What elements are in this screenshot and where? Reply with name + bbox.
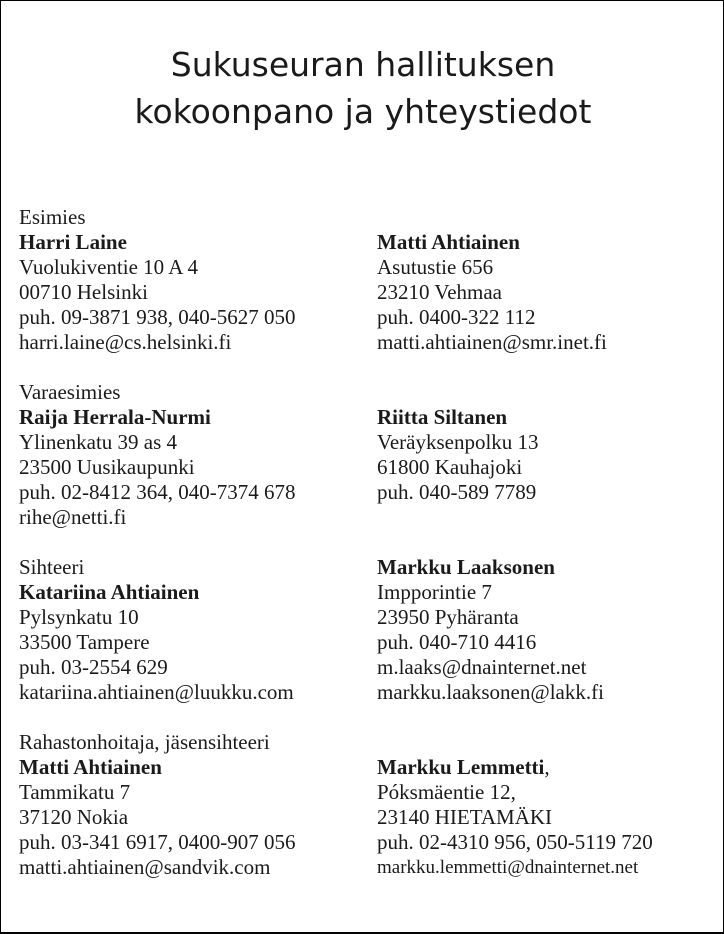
email-address: m.laaks@dnainternet.net bbox=[377, 655, 587, 679]
street-address: Asutustie 656 bbox=[377, 255, 494, 279]
title-line-2: kokoonpano ja yhteystiedot bbox=[134, 92, 592, 131]
contact-member-2 bbox=[377, 380, 717, 530]
page-title bbox=[1, 41, 724, 135]
left-column bbox=[19, 205, 369, 880]
street-address: Impporintie 7 bbox=[377, 580, 492, 604]
contact-name: Markku Lemmetti bbox=[377, 755, 545, 779]
contact-name: Markku Laaksonen bbox=[377, 555, 555, 579]
spacer bbox=[377, 530, 717, 555]
title-line-1: Sukuseuran hallituksen bbox=[170, 45, 556, 84]
spacer bbox=[377, 380, 717, 405]
spacer bbox=[19, 355, 369, 380]
email-address: rihe@netti.fi bbox=[19, 505, 127, 529]
street-address: Ylinenkatu 39 as 4 bbox=[19, 430, 178, 454]
contact-rahastonhoitaja bbox=[19, 730, 369, 880]
phone-numbers: puh. 0400-322 112 bbox=[377, 305, 536, 329]
contact-member-4 bbox=[377, 730, 717, 880]
contact-name-row bbox=[377, 755, 717, 780]
phone-numbers: puh. 02-4310 956, 050-5119 720 bbox=[377, 830, 653, 854]
contact-member-1 bbox=[377, 205, 717, 355]
contact-name: Katariina Ahtiainen bbox=[19, 580, 200, 604]
email-address: matti.ahtiainen@smr.inet.fi bbox=[377, 330, 607, 354]
contact-name: Raija Herrala-Nurmi bbox=[19, 405, 211, 429]
postal-address: 23500 Uusikaupunki bbox=[19, 455, 195, 479]
role-label: Varaesimies bbox=[19, 380, 121, 404]
email-address: harri.laine@cs.helsinki.fi bbox=[19, 330, 232, 354]
street-address: Veräyksenpolku 13 bbox=[377, 430, 539, 454]
role-label: Rahastonhoitaja, jäsensihteeri bbox=[19, 730, 270, 754]
street-address: Tammikatu 7 bbox=[19, 780, 131, 804]
contact-name: Matti Ahtiainen bbox=[19, 755, 162, 779]
postal-address: 23210 Vehmaa bbox=[377, 280, 503, 304]
email-address: markku.lemmetti@dnainternet.net bbox=[377, 857, 639, 878]
role-label: Esimies bbox=[19, 205, 86, 229]
contact-name: Riitta Siltanen bbox=[377, 405, 508, 429]
phone-numbers: puh. 02-8412 364, 040-7374 678 bbox=[19, 480, 296, 504]
postal-address: 23950 Pyhäranta bbox=[377, 605, 519, 629]
spacer bbox=[19, 705, 369, 730]
phone-numbers: puh. 040-710 4416 bbox=[377, 630, 537, 654]
email-address: katariina.ahtiainen@luukku.com bbox=[19, 680, 294, 704]
right-column bbox=[377, 205, 717, 880]
phone-numbers: puh. 09-3871 938, 040-5627 050 bbox=[19, 305, 296, 329]
postal-address: 61800 Kauhajoki bbox=[377, 455, 523, 479]
postal-address: 37120 Nokia bbox=[19, 805, 129, 829]
role-label: Sihteeri bbox=[19, 555, 85, 579]
contact-member-3 bbox=[377, 555, 717, 705]
spacer bbox=[377, 705, 717, 730]
street-address: Vuolukiventie 10 A 4 bbox=[19, 255, 198, 279]
name-suffix: , bbox=[544, 755, 550, 779]
contact-name: Harri Laine bbox=[19, 230, 127, 254]
spacer bbox=[19, 530, 369, 555]
phone-numbers: puh. 03-341 6917, 0400-907 056 bbox=[19, 830, 296, 854]
street-address: Póksmäentie 12, bbox=[377, 780, 516, 804]
phone-numbers: puh. 040-589 7789 bbox=[377, 480, 537, 504]
postal-address: 33500 Tampere bbox=[19, 630, 150, 654]
spacer bbox=[377, 505, 717, 530]
spacer bbox=[377, 355, 717, 380]
contact-esimies bbox=[19, 205, 369, 355]
spacer bbox=[377, 730, 717, 755]
spacer bbox=[377, 205, 717, 230]
phone-numbers: puh. 03-2554 629 bbox=[19, 655, 168, 679]
contact-sihteeri bbox=[19, 555, 369, 705]
email-address-secondary: markku.laaksonen@lakk.fi bbox=[377, 680, 604, 704]
contact-name: Matti Ahtiainen bbox=[377, 230, 520, 254]
street-address: Pylsynkatu 10 bbox=[19, 605, 139, 629]
email-address: matti.ahtiainen@sandvik.com bbox=[19, 855, 271, 879]
contact-varaesimies bbox=[19, 380, 369, 530]
postal-address: 23140 HIETAMÄKI bbox=[377, 805, 553, 829]
postal-address: 00710 Helsinki bbox=[19, 280, 148, 304]
